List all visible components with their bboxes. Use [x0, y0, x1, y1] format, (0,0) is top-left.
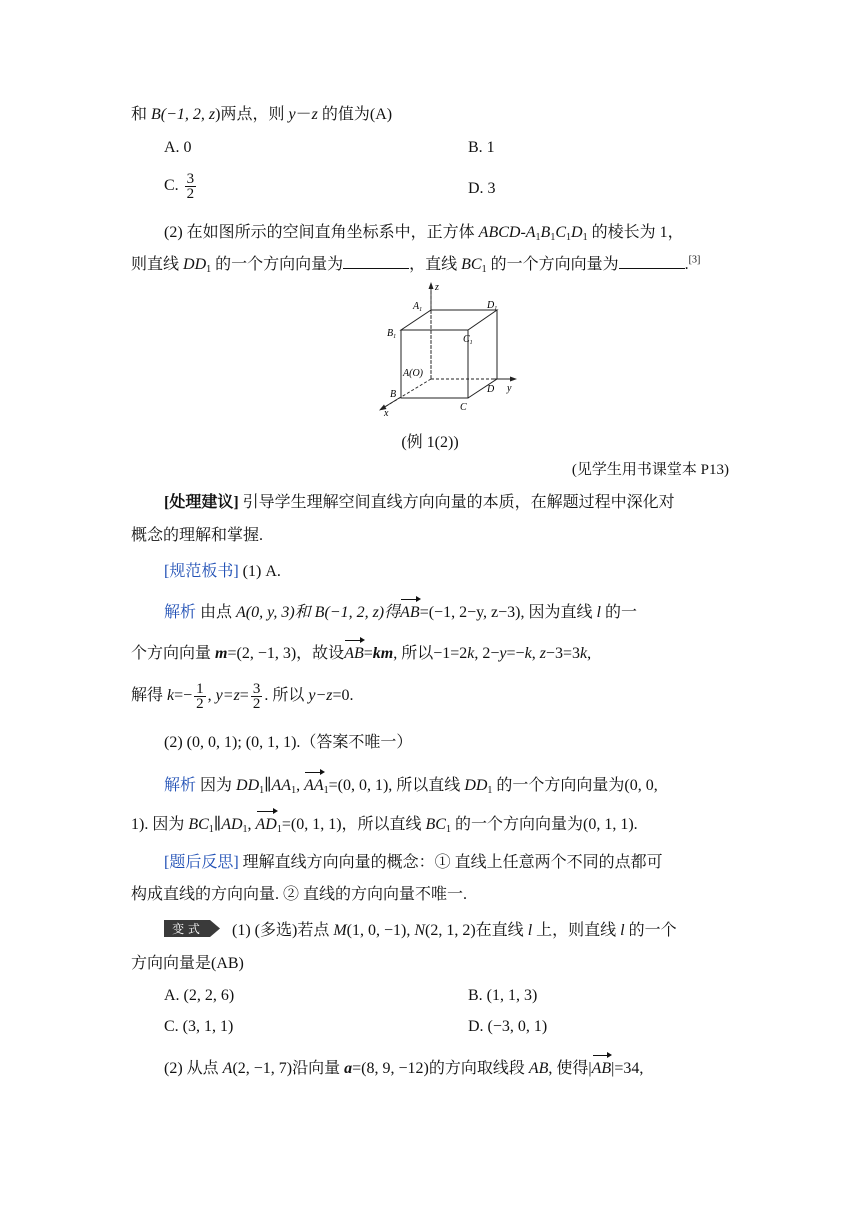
option-b: B. 1 — [468, 139, 495, 156]
reflection-line-1: [题后反思] 理解直线方向向量的概念：① 直线上任意两个不同的点都可 — [164, 854, 663, 871]
vertex-c1-label: $C_1$ — [463, 334, 473, 346]
x-axis-label: x — [384, 408, 389, 419]
reference-note: (见学生用书课堂本 P13) — [571, 462, 729, 478]
answer-2-line: (2) (0, 0, 1); (0, 1, 1).（答案不唯一） — [164, 734, 413, 751]
answer-line: [规范板书] (1) A. — [164, 563, 281, 580]
solution-tag: 解析 — [164, 604, 197, 621]
reflection-line-2: 构成直线的方向向量. ② 直线的方向向量不唯一. — [131, 886, 468, 903]
option-c: C. $\frac{3}{2}$ — [164, 170, 195, 202]
fraction: $\frac{1}{2}$ — [196, 680, 204, 712]
solution-2-line-2: 1). 因为 $BC_1\parallel AD_1$, $AD_1=(0$, 1, 1)，所以直线 $BC_1$ 的一个方向向量为(0, 1, 1). — [131, 816, 638, 835]
z-axis-label: z — [435, 282, 439, 293]
variant-line-2: 方向向量是(AB) — [131, 955, 244, 972]
fraction: $\frac{3}{2}$ — [186, 170, 195, 202]
variant-badge — [164, 920, 220, 937]
advice-line-2: 概念的理解和掌握. — [131, 527, 264, 544]
solution-2-line-1: 解析 因为 $DD_1\parallel AA_1$, $AA_1=(0$, 0, 1), 所以直线 $DD_1$ 的一个方向向量为(0, 0, — [164, 777, 658, 796]
solution-1-line-2: 个方向向量 m=(2, −1, 3)，故设AB=km, 所以−1=2k, 2−y=−k, z−3=3k, — [131, 643, 591, 665]
solution-1-line-1: 解析 由点 A(0, y, 3)和 B(−1, 2, z)得AB=(−1, 2−y, z−3), 因为直线 l 的一 — [164, 602, 637, 624]
vertex-a1-label: $A_1$ — [413, 301, 423, 313]
solution-tag: 解析 — [164, 777, 197, 794]
vertex-c-label: C — [460, 402, 467, 413]
option-a: A. 0 — [164, 139, 192, 156]
advice-tag: [处理建议] — [164, 494, 239, 511]
variant-option-b: B. (1, 1, 3) — [468, 987, 538, 1004]
variant-option-d: D. (−3, 0, 1) — [468, 1018, 548, 1035]
vertex-b1-label: $B_1$ — [387, 328, 397, 340]
variant-option-a: A. (2, 2, 6) — [164, 987, 235, 1004]
cube-figure — [375, 280, 535, 420]
fraction: $\frac{3}{2}$ — [252, 680, 261, 712]
svg-text:变 式: 变 式 — [172, 922, 200, 936]
answer-tag: [规范板书] — [164, 563, 239, 580]
variant-line-1: 变 式 (1) (多选)若点 M(1, 0, −1), N(2, 1, 2)在直线 l 上，则直线 l 的一个 — [164, 920, 677, 942]
option-d: D. 3 — [468, 180, 496, 197]
question-1-line-end: 和 B(−1, 2, z)两点，则 y－z 的值为(A) — [131, 106, 393, 123]
variant-part-2-line: (2) 从点 A(2, −1, 7)沿向量 a=(8, 9, −12)的方向取线段 AB, 使得|AB|=34, — [164, 1058, 643, 1080]
solution-1-line-3: 解得 k=− $\frac{1}{2}$ , y=z= $\frac{3}{2}$ . 所以 y−z=0. — [131, 680, 354, 712]
reflection-tag: [题后反思] — [164, 854, 239, 871]
vertex-a-label: A(O) — [403, 368, 423, 379]
answer-blank — [619, 254, 685, 269]
vertex-d-label: D — [487, 384, 495, 395]
vertex-d1-label: $D_1$ — [487, 300, 498, 312]
answer-blank — [343, 254, 409, 269]
point-b: B(−1, 2, — [151, 106, 209, 123]
figure-caption: (例 1(2)) — [401, 434, 459, 451]
question-2-line-1: (2) 在如图所示的空间直角坐标系中，正方体 ABCD-$A_1B_1C_1D_1$ 的棱长为 1， — [164, 224, 684, 243]
y-axis-label: y — [507, 383, 512, 394]
variant-option-c: C. (3, 1, 1) — [164, 1018, 234, 1035]
question-2-line-2: 则直线 $DD_1$ 的一个方向向量为 ，直线 $BC_1$ 的一个方向向量为 .[3] — [131, 254, 701, 275]
advice-line-1: [处理建议] 引导学生理解空间直线方向向量的本质，在解题过程中深化对 — [164, 494, 675, 511]
vertex-b-label: B — [390, 389, 397, 400]
